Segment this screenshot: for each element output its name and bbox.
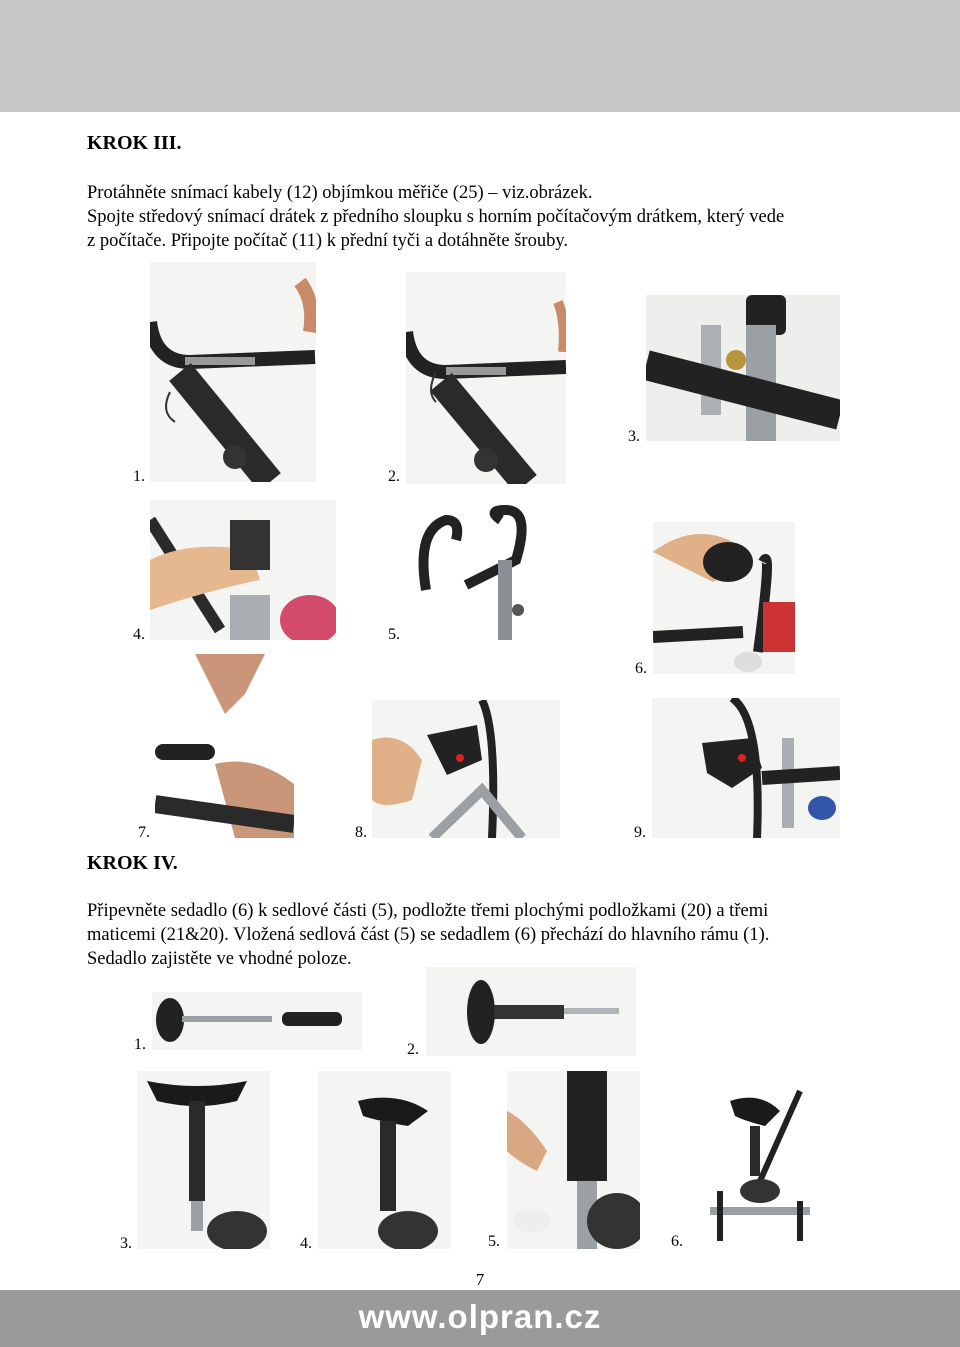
step4-label-3: 3. [120,1235,132,1252]
photo-seat-on-frame-1 [137,1071,270,1249]
step4-line: Sedadlo zajistěte ve vhodné poloze. [87,949,352,969]
step3-label-7: 7. [138,824,150,841]
photo-seat-adjust [507,1071,640,1249]
photo-console-installed [652,698,840,838]
step4-label-1: 1. [134,1036,146,1053]
step3-line: Spojte středový snímací drátek z předního sloupku s horním počítačovým drátkem, který vede [87,207,785,227]
photo-seat-on-frame-2 [318,1071,451,1249]
step3-heading: KROK III. [87,132,182,154]
photo-seat-post-parts [152,992,362,1050]
step3-label-9: 9. [634,824,646,841]
step4-label-6: 6. [671,1233,683,1250]
step4-line: maticemi (21&20). Vložená sedlová část (5) se sedadlem (6) přechází do hlavního rámu (1). [87,925,770,945]
photo-seat-screw [426,967,636,1056]
photo-console-attach [653,522,795,674]
photo-console-bracket [150,500,336,640]
step3-line: Protáhněte snímací kabely (12) objímkou měřiče (25) – viz.obrázek. [87,183,593,203]
step3-line: z počítače. Připojte počítač (11) k přední tyči a dotáhněte šrouby. [87,231,568,251]
step3-label-4: 4. [133,626,145,643]
photo-bolt-joint [646,295,840,441]
step3-label-6: 6. [635,660,647,677]
step3-label-3: 3. [628,428,640,445]
step3-label-2: 2. [388,468,400,485]
page-number: 7 [475,1270,485,1289]
photo-tighten-bolts [155,654,294,838]
header-band [0,0,960,112]
step3-instructions [87,181,887,253]
step4-label-2: 2. [407,1041,419,1058]
step4-label-4: 4. [300,1235,312,1252]
photo-console-mount [372,700,560,838]
photo-handlebar-cable-2 [406,272,566,484]
step4-instructions [87,899,887,971]
footer-band [0,1290,960,1347]
step3-label-8: 8. [355,824,367,841]
photo-handlebar-cable-1 [150,262,316,482]
step4-heading: KROK IV. [87,852,178,874]
photo-seat-complete [690,1071,823,1249]
step4-label-5: 5. [488,1233,500,1250]
photo-handlebar-assembly [406,500,548,640]
step4-line: Připevněte sedadlo (6) k sedlové části (5), podložte třemi plochými podložkami (20) a třemi [87,901,769,921]
step3-label-1: 1. [133,468,145,485]
footer-url[interactable]: www.olpran.cz [358,1298,602,1335]
step3-label-5: 5. [388,626,400,643]
